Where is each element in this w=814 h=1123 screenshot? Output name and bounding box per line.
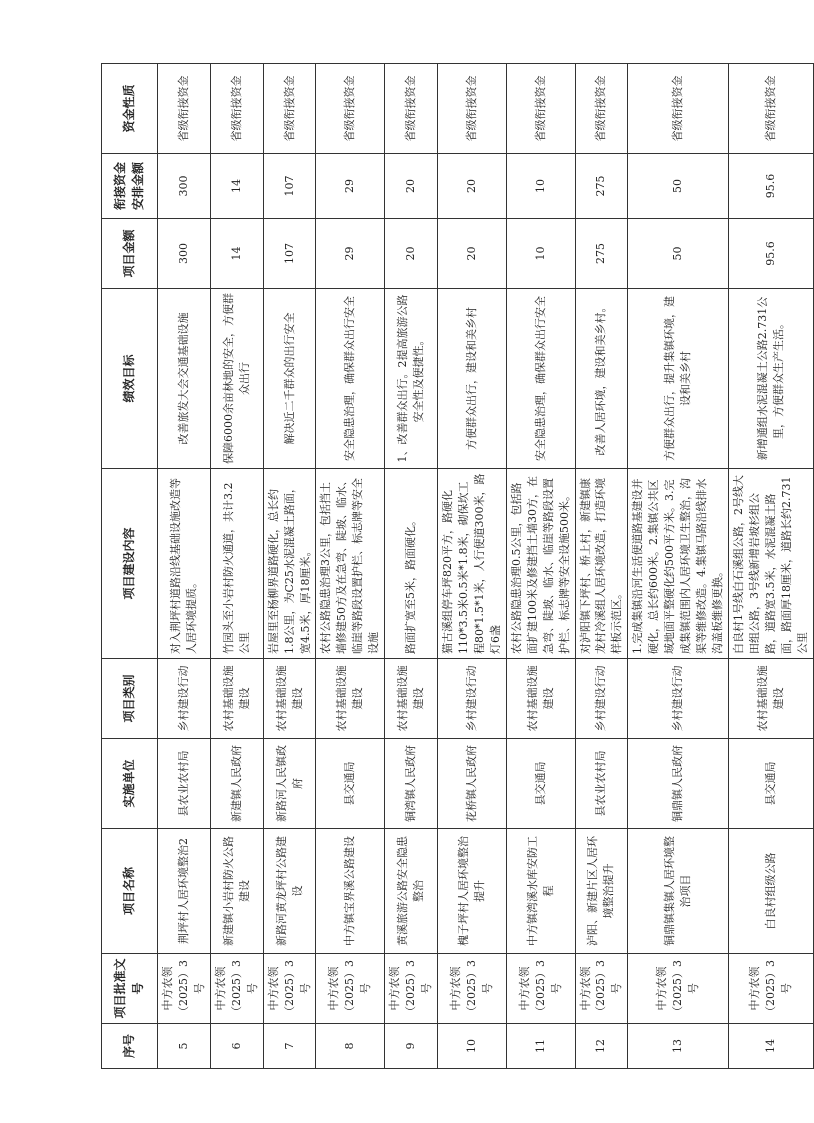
header-amount: 项目金额 [102, 219, 158, 289]
cell-seq: 12 [575, 1024, 628, 1069]
cell-goal: 改善人居环境，建设和美乡村。 [575, 289, 628, 469]
table-header-row [102, 64, 158, 1069]
cell-doc: 中方农领（2025）3号 [628, 954, 729, 1024]
cell-amount: 14 [210, 219, 263, 289]
cell-amount: 10 [506, 219, 575, 289]
cell-unit: 铜湾镇人民政府 [385, 739, 438, 829]
cell-unit: 新路河人民镇政府 [263, 739, 316, 829]
cell-amount: 95.6 [728, 219, 813, 289]
cell-category: 农村基础设施建设 [263, 659, 316, 739]
cell-category: 农村基础设施建设 [210, 659, 263, 739]
cell-nature: 省级衔接资金 [385, 64, 438, 154]
cell-seq: 9 [385, 1024, 438, 1069]
cell-funds: 107 [263, 154, 316, 219]
cell-name: 槐子坪村人居环境整治提升 [438, 829, 507, 954]
header-unit: 实施单位 [102, 739, 158, 829]
project-table [101, 63, 814, 1069]
cell-seq: 11 [506, 1024, 575, 1069]
cell-unit: 县农业农村局 [158, 739, 211, 829]
cell-nature: 省级衔接资金 [158, 64, 211, 154]
table-row [210, 64, 263, 1069]
cell-name: 新建镇小岩村防火公路建设 [210, 829, 263, 954]
cell-amount: 50 [628, 219, 729, 289]
cell-category: 农村基础设施建设 [385, 659, 438, 739]
cell-seq: 5 [158, 1024, 211, 1069]
cell-amount: 107 [263, 219, 316, 289]
cell-name: 中方镇湾溪水库安防工程 [506, 829, 575, 954]
header-funds: 衔接资金安排金额 [102, 154, 158, 219]
cell-name: 荆坪村人居环境整治2 [158, 829, 211, 954]
cell-goal: 安全隐患治理，确保群众出行安全 [506, 289, 575, 469]
table-row [158, 64, 211, 1069]
header-seq: 序号 [102, 1024, 158, 1069]
header-doc: 项目批准文号 [102, 954, 158, 1024]
cell-seq: 7 [263, 1024, 316, 1069]
cell-funds: 50 [628, 154, 729, 219]
cell-funds: 275 [575, 154, 628, 219]
table-row [438, 64, 507, 1069]
cell-category: 农村基础设施建设 [728, 659, 813, 739]
cell-goal: 安全隐患治理，确保群众出行安全 [316, 289, 385, 469]
cell-amount: 300 [158, 219, 211, 289]
cell-content: 猫古溪组停车坪820平方，路硬化110*3.5米0.5米*1.8米，砌保坎工程80*1.5*1米，人行便道300米，路灯6盏 [438, 469, 507, 659]
cell-doc: 中方农领（2025）3号 [158, 954, 211, 1024]
cell-doc: 中方农领（2025）3号 [316, 954, 385, 1024]
cell-doc: 中方农领（2025）3号 [575, 954, 628, 1024]
cell-funds: 29 [316, 154, 385, 219]
cell-seq: 6 [210, 1024, 263, 1069]
cell-nature: 省级衔接资金 [506, 64, 575, 154]
cell-name: 中方镇宝界溪公路建设 [316, 829, 385, 954]
cell-seq: 13 [628, 1024, 729, 1069]
cell-doc: 中方农领（2025）3号 [210, 954, 263, 1024]
cell-unit: 县交通局 [316, 739, 385, 829]
cell-funds: 10 [506, 154, 575, 219]
cell-name: 新路河黄龙坪村公路建设 [263, 829, 316, 954]
cell-category: 乡村建设行动 [628, 659, 729, 739]
cell-nature: 省级衔接资金 [210, 64, 263, 154]
cell-funds: 95.6 [728, 154, 813, 219]
cell-funds: 300 [158, 154, 211, 219]
cell-content: 路面扩宽至5米，路面硬化。 [385, 469, 438, 659]
cell-nature: 省级衔接资金 [316, 64, 385, 154]
cell-nature: 省级衔接资金 [263, 64, 316, 154]
cell-goal: 保障6000余亩林地的安全，方便群众出行 [210, 289, 263, 469]
cell-unit: 县交通局 [728, 739, 813, 829]
cell-content: 对泸阳镇下坪村、桥上村，新建镇康龙村冷溪组人居环境改造，打造环境样板示范区。 [575, 469, 628, 659]
cell-unit: 新建镇人民政府 [210, 739, 263, 829]
cell-category: 乡村建设行动 [575, 659, 628, 739]
cell-content: 白良村1号线白石溪组公路，2号线大田组公路，3号线新增岩坡杉组公路，道路宽3.5米，水泥混凝土路面，路面厚18厘米，道路长约2.731公里 [728, 469, 813, 659]
cell-seq: 8 [316, 1024, 385, 1069]
cell-content: 岩屋里至杨柳界道路硬化，总长约1.8公里，为C25水泥混凝土路面，宽4.5米，厚18厘米。 [263, 469, 316, 659]
cell-name: 黄溪旅游公路安全隐患整治 [385, 829, 438, 954]
cell-goal: 解决近二千群众的出行安全 [263, 289, 316, 469]
cell-doc: 中方农领（2025）3号 [385, 954, 438, 1024]
cell-seq: 10 [438, 1024, 507, 1069]
cell-name: 铜鼎镇集镇人居环境整治项目 [628, 829, 729, 954]
table-row [575, 64, 628, 1069]
header-category: 项目类别 [102, 659, 158, 739]
cell-category: 农村基础设施建设 [316, 659, 385, 739]
cell-unit: 铜鼎镇人民政府 [628, 739, 729, 829]
cell-category: 乡村建设行动 [438, 659, 507, 739]
cell-amount: 29 [316, 219, 385, 289]
table-row [728, 64, 813, 1069]
cell-doc: 中方农领（2025）3号 [506, 954, 575, 1024]
header-goal: 绩效目标 [102, 289, 158, 469]
cell-content: 对入荆坪村道路沿线基础设施改造等人居环境提质。 [158, 469, 211, 659]
cell-unit: 县农业农村局 [575, 739, 628, 829]
cell-goal: 方便群众出行，建设和美乡村 [438, 289, 507, 469]
table-row [385, 64, 438, 1069]
cell-nature: 省级衔接资金 [628, 64, 729, 154]
cell-category: 乡村建设行动 [158, 659, 211, 739]
header-nature: 资金性质 [102, 64, 158, 154]
cell-category: 农村基础设施建设 [506, 659, 575, 739]
cell-content: 1.完成集镇沿河生活便道路基建设并硬化，总长约600米。2.集镇公共区域地面平整硬化约500平方米。3.完成集镇范围内人居环境卫生整治，沟渠等维修改造。4.集镇马路沿线排水沟盖板维修更换。 [628, 469, 729, 659]
document-page [101, 64, 809, 1069]
cell-amount: 20 [385, 219, 438, 289]
cell-doc: 中方农领（2025）3号 [263, 954, 316, 1024]
cell-goal: 方便群众出行，提升集镇环境，建设和美乡村 [628, 289, 729, 469]
cell-content: 农村公路隐患治理0.5公里，包括路面扩建100米及修建挡土墙30方，在急弯、陡坡、临水、临崖等路段设置护栏、标志牌等安全设施500米。 [506, 469, 575, 659]
cell-amount: 275 [575, 219, 628, 289]
table-row [506, 64, 575, 1069]
cell-nature: 省级衔接资金 [728, 64, 813, 154]
table-row [263, 64, 316, 1069]
cell-unit: 花桥镇人民政府 [438, 739, 507, 829]
cell-content: 竹园头至小岩村防火通道，共计3.2公里 [210, 469, 263, 659]
cell-content: 农村公路隐患治理3公里，包括挡土墙修建50方及在急弯、陡坡、临水、临崖等路段设置护栏、标志牌等安全设施 [316, 469, 385, 659]
cell-amount: 20 [438, 219, 507, 289]
cell-name: 泸阳、新建片区人居环境整治提升 [575, 829, 628, 954]
table-row [316, 64, 385, 1069]
cell-nature: 省级衔接资金 [575, 64, 628, 154]
cell-name: 白良村组级公路 [728, 829, 813, 954]
cell-doc: 中方农领（2025）3号 [728, 954, 813, 1024]
cell-funds: 20 [385, 154, 438, 219]
cell-unit: 县交通局 [506, 739, 575, 829]
table-row [628, 64, 729, 1069]
cell-funds: 20 [438, 154, 507, 219]
cell-funds: 14 [210, 154, 263, 219]
cell-goal: 改善旅发大会交通基础设施 [158, 289, 211, 469]
cell-nature: 省级衔接资金 [438, 64, 507, 154]
header-content: 项目建设内容 [102, 469, 158, 659]
cell-seq: 14 [728, 1024, 813, 1069]
cell-goal: 1、改善群众出行。2提高旅游公路安全性及便捷性。 [385, 289, 438, 469]
header-name: 项目名称 [102, 829, 158, 954]
cell-doc: 中方农领（2025）3号 [438, 954, 507, 1024]
cell-goal: 新增通组水泥混凝土公路2.731公里，方便群众生产生活。 [728, 289, 813, 469]
